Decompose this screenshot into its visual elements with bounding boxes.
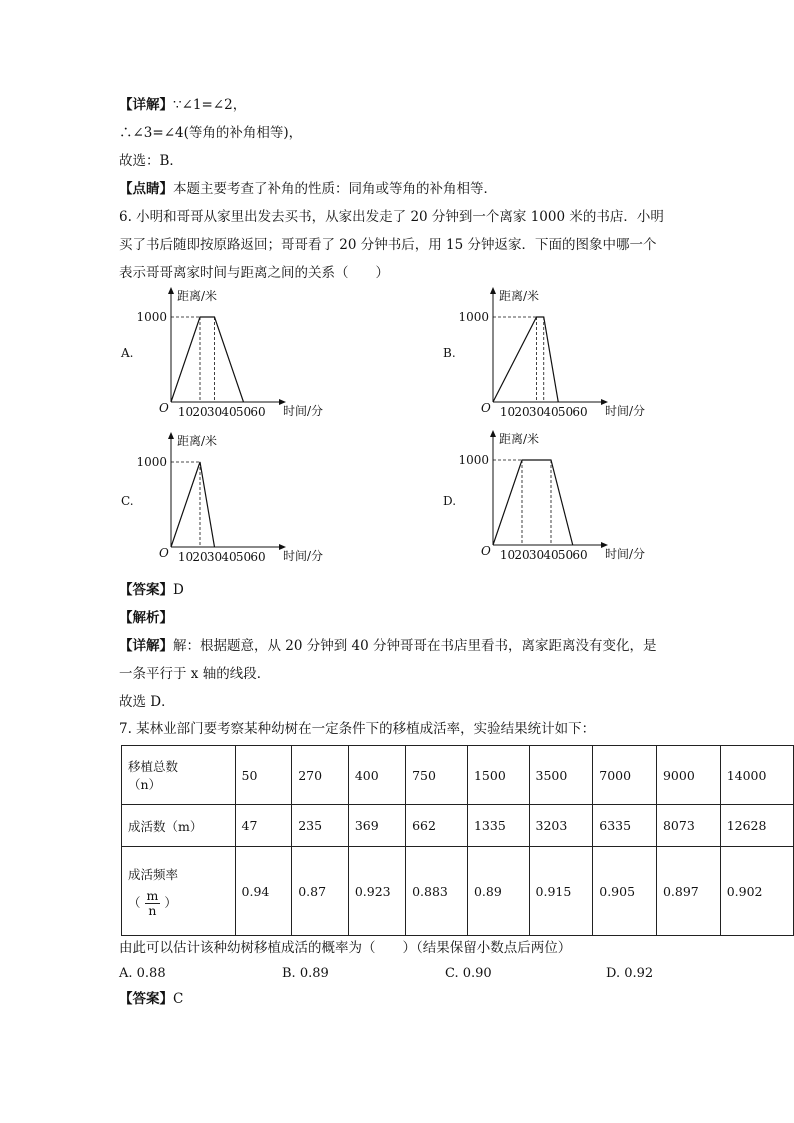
distance-time-plot — [136, 430, 341, 565]
distance-time-plot — [136, 285, 341, 420]
prev-line2: ∴∠3=∠4(等角的补角相等)， — [119, 125, 303, 141]
y-axis-label: 距离/米 — [177, 289, 218, 303]
answer-value: C — [173, 991, 184, 1007]
row-head-survived: 成活数（m） — [122, 805, 236, 847]
distance-time-plot — [458, 428, 663, 563]
x-tick-label: 50 — [235, 405, 252, 419]
q6-detail-line2: 一条平行于 x 轴的线段． — [119, 666, 271, 682]
choice-b: B. 0.89 — [282, 966, 329, 981]
x-tick-label: 30 — [528, 405, 545, 419]
x-tick-label: 40 — [221, 550, 237, 564]
q6-analysis — [119, 608, 173, 628]
table-cell-survived: 235 — [292, 805, 349, 847]
x-axis-label: 时间/分 — [283, 549, 324, 563]
y-tick-label: 1000 — [136, 310, 167, 324]
q6-answer — [119, 580, 184, 600]
q6-choose: 故选 D． — [119, 694, 175, 710]
table-cell-frequency: 0.905 — [593, 847, 657, 936]
table-cell-total: 9000 — [656, 746, 720, 805]
distance-time-plot — [458, 285, 663, 420]
x-tick-label: 50 — [235, 550, 252, 564]
x-tick-label: 40 — [543, 405, 559, 419]
y-axis-arrow — [168, 287, 174, 294]
y-axis-label: 距离/米 — [177, 434, 218, 448]
choice-c: C. 0.90 — [445, 966, 492, 981]
graph-a — [136, 285, 341, 420]
table-cell-frequency: 0.883 — [406, 847, 468, 936]
table-cell-survived: 8073 — [656, 805, 720, 847]
row-head-frequency: 成活频率 （ $\frac{m}{n}$ ） — [122, 847, 236, 936]
detail-text: ∵∠1=∠2， — [173, 97, 247, 113]
prev-detail — [119, 95, 246, 115]
x-tick-label: 40 — [221, 405, 237, 419]
point-label: 【点睛】 — [119, 181, 173, 197]
option-b-letter: B. — [443, 346, 456, 360]
table-cell-survived: 1335 — [467, 805, 529, 847]
prev-point — [119, 179, 497, 199]
distance-line — [171, 317, 244, 402]
distance-line — [493, 317, 558, 402]
x-axis-label: 时间/分 — [283, 404, 324, 418]
choice-a: A. 0.88 — [119, 966, 166, 981]
table-cell-survived: 12628 — [720, 805, 793, 847]
point-text: 本题主要考查了补角的性质：同角或等角的补角相等． — [173, 181, 497, 197]
x-tick-label: 20 — [514, 405, 530, 419]
table-row-frequency — [122, 847, 794, 936]
y-axis-arrow — [490, 430, 496, 437]
table-cell-total: 50 — [235, 746, 292, 805]
table-cell-frequency: 0.94 — [235, 847, 292, 936]
x-tick-label: 20 — [514, 548, 530, 562]
q6-line1: 6. 小明和哥哥从家里出发去买书，从家出发走了 20 分钟到一个离家 1000 米的书店．小明 — [119, 209, 664, 225]
table-cell-total: 400 — [348, 746, 405, 805]
table-cell-survived: 369 — [348, 805, 405, 847]
x-tick-label: 60 — [250, 550, 266, 564]
distance-line — [493, 460, 573, 545]
table-cell-survived: 6335 — [593, 805, 657, 847]
origin-label: O — [159, 401, 169, 415]
x-tick-label: 20 — [192, 405, 208, 419]
x-axis-label: 时间/分 — [605, 404, 646, 418]
table-cell-total: 7000 — [593, 746, 657, 805]
table-cell-total: 3500 — [529, 746, 593, 805]
choice-d: D. 0.92 — [606, 966, 654, 981]
answer-label: 【答案】 — [119, 582, 173, 598]
x-axis-label: 时间/分 — [605, 547, 646, 561]
analysis-label: 【解析】 — [119, 610, 173, 626]
x-tick-label: 10 — [499, 405, 516, 419]
option-c-letter: C. — [121, 494, 134, 508]
x-tick-label: 10 — [177, 405, 194, 419]
table-cell-frequency: 0.89 — [467, 847, 529, 936]
graph-b — [458, 285, 663, 420]
detail-label: 【详解】 — [119, 97, 173, 113]
x-tick-label: 20 — [192, 550, 208, 564]
y-tick-label: 1000 — [458, 453, 489, 467]
table-cell-frequency: 0.902 — [720, 847, 793, 936]
table-cell-survived: 3203 — [529, 805, 593, 847]
x-tick-label: 50 — [557, 548, 574, 562]
table-cell-survived: 47 — [235, 805, 292, 847]
q7-answer — [119, 989, 183, 1009]
row-head-totals: 移植总数 （n） — [122, 746, 236, 805]
origin-label: O — [481, 401, 491, 415]
answer-label: 【答案】 — [119, 991, 173, 1007]
table-cell-total: 750 — [406, 746, 468, 805]
fraction-m-over-n: $\frac{m}{n}$ — [146, 887, 159, 918]
origin-label: O — [481, 544, 491, 558]
table-row-survived — [122, 805, 794, 847]
q6-line3: 表示哥哥离家时间与距离之间的关系（ ） — [119, 265, 389, 281]
table-cell-frequency: 0.923 — [348, 847, 405, 936]
y-axis-arrow — [490, 287, 496, 294]
table-cell-frequency: 0.87 — [292, 847, 349, 936]
x-tick-label: 30 — [206, 550, 223, 564]
y-axis-label: 距离/米 — [499, 432, 540, 446]
y-tick-label: 1000 — [136, 455, 167, 469]
table-cell-total: 1500 — [467, 746, 529, 805]
table-cell-frequency: 0.897 — [656, 847, 720, 936]
x-tick-label: 30 — [206, 405, 223, 419]
x-tick-label: 30 — [528, 548, 545, 562]
distance-line — [171, 462, 215, 547]
table-cell-total: 270 — [292, 746, 349, 805]
x-tick-label: 60 — [572, 548, 588, 562]
prev-line3: 故选：B． — [119, 153, 183, 169]
q7-question: 由此可以估计该种幼树移植成活的概率为（ ）（结果保留小数点后两位） — [119, 940, 572, 956]
x-tick-label: 10 — [177, 550, 194, 564]
graph-c — [136, 430, 341, 565]
detail-text: 解：根据题意，从 20 分钟到 40 分钟哥哥在书店里看书，离家距离没有变化，是 — [173, 638, 657, 654]
y-axis-arrow — [168, 432, 174, 439]
y-axis-label: 距离/米 — [499, 289, 540, 303]
x-tick-label: 60 — [572, 405, 588, 419]
x-tick-label: 10 — [499, 548, 516, 562]
answer-value: D — [173, 582, 184, 598]
table-row-totals — [122, 746, 794, 805]
table-cell-frequency: 0.915 — [529, 847, 593, 936]
x-tick-label: 50 — [557, 405, 574, 419]
q7-title: 7. 某林业部门要考察某种幼树在一定条件下的移植成活率，实验结果统计如下： — [119, 721, 596, 737]
q6-line2: 买了书后随即按原路返回；哥哥看了 20 分钟书后，用 15 分钟返家．下面的图象中哪一个 — [119, 237, 657, 253]
detail-label: 【详解】 — [119, 638, 173, 654]
table-cell-survived: 662 — [406, 805, 468, 847]
option-d-letter: D. — [443, 494, 457, 508]
survival-table — [121, 745, 794, 936]
origin-label: O — [159, 546, 169, 560]
option-a-letter: A. — [121, 346, 134, 360]
q6-detail — [119, 636, 657, 656]
x-tick-label: 60 — [250, 405, 266, 419]
graph-d — [458, 428, 663, 563]
table-cell-total: 14000 — [720, 746, 793, 805]
y-tick-label: 1000 — [458, 310, 489, 324]
x-tick-label: 40 — [543, 548, 559, 562]
